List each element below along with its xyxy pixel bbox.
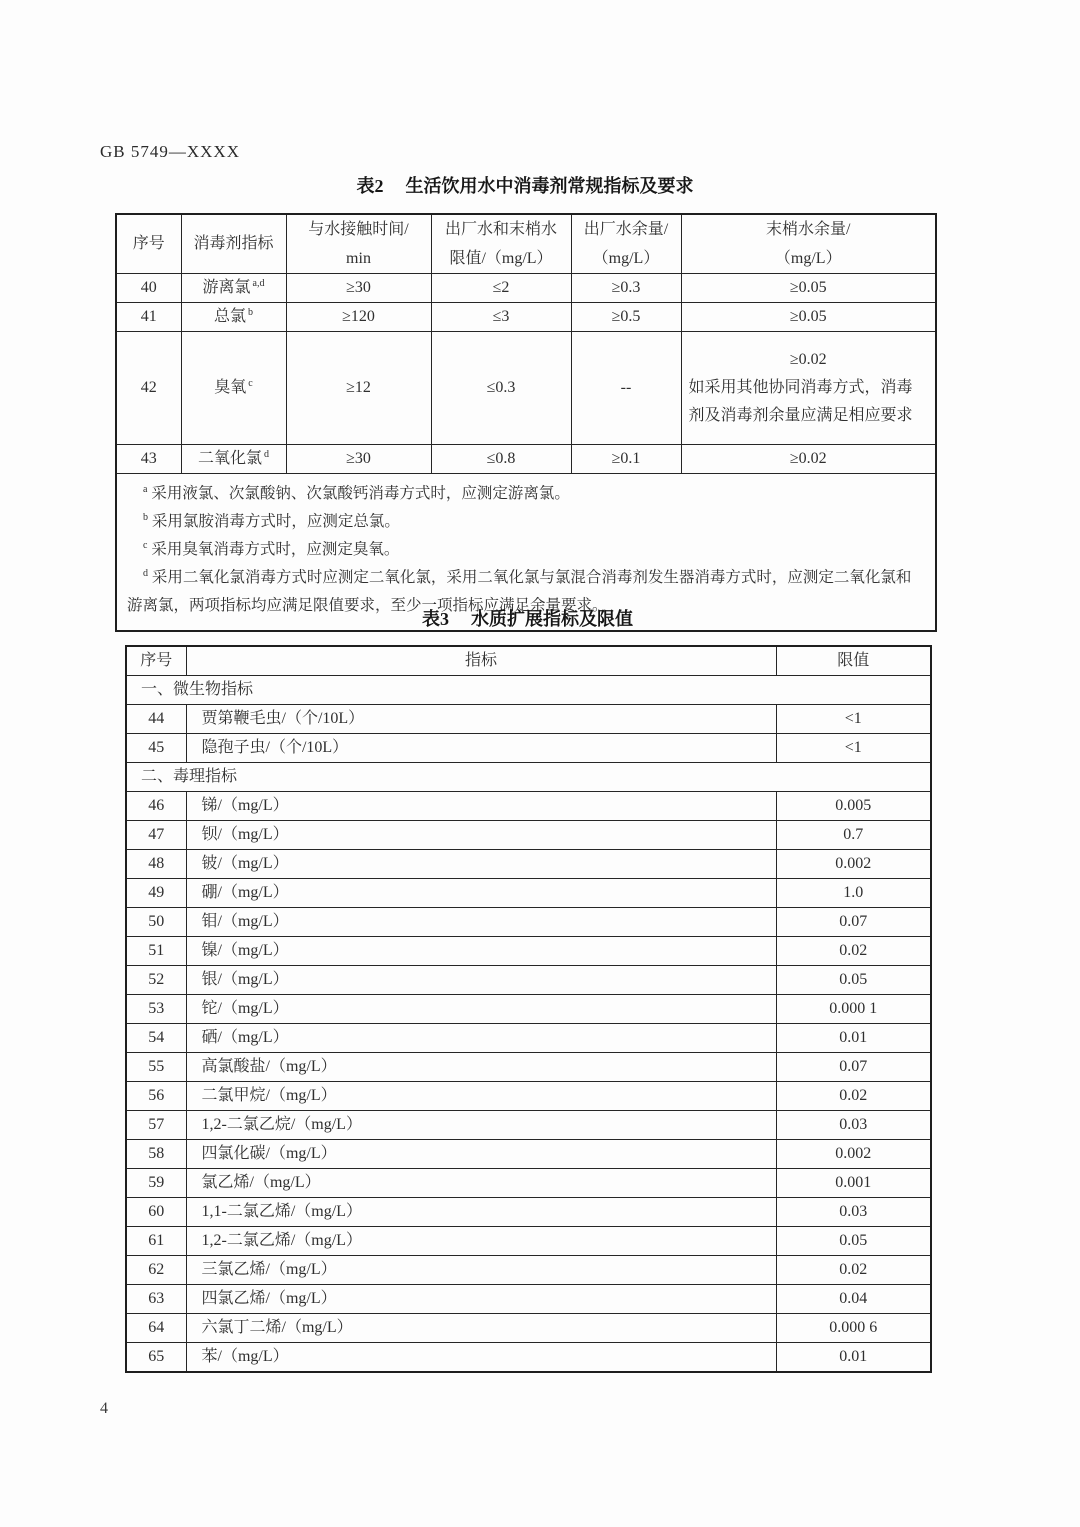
cell-limit: 0.07 [776, 1053, 931, 1082]
cell-limit: 0.000 6 [776, 1314, 931, 1343]
cell-limit: 1.0 [776, 879, 931, 908]
cell-serial: 60 [126, 1198, 186, 1227]
table3-title-text: 水质扩展指标及限值 [471, 609, 633, 629]
table-row [126, 734, 931, 763]
cell-serial: 50 [126, 908, 186, 937]
table3-label: 表3 [422, 609, 449, 629]
page-number: 4 [100, 1400, 108, 1417]
cell-indicator: 铊/（mg/L） [186, 995, 776, 1024]
header-limit: 限值 [776, 646, 931, 676]
cell-serial: 55 [126, 1053, 186, 1082]
cell-serial: 44 [126, 705, 186, 734]
table3-extended-indicators [125, 645, 932, 1373]
cell-serial: 52 [126, 966, 186, 995]
table-row [116, 303, 936, 332]
cell-indicator: 高氯酸盐/（mg/L） [186, 1053, 776, 1082]
cell-limit: <1 [776, 705, 931, 734]
cell-indicator: 钡/（mg/L） [186, 821, 776, 850]
table-row [126, 966, 931, 995]
table-row [126, 1169, 931, 1198]
table-row [126, 705, 931, 734]
cell-indicator: 贾第鞭毛虫/（个/10L） [186, 705, 776, 734]
table-row [126, 1256, 931, 1285]
cell-serial: 63 [126, 1285, 186, 1314]
cell-serial: 51 [126, 937, 186, 966]
table-row [126, 1111, 931, 1140]
cell-serial: 43 [116, 445, 181, 474]
cell-indicator: 硼/（mg/L） [186, 879, 776, 908]
cell-contact-time: ≥30 [286, 445, 431, 474]
cell-serial: 56 [126, 1082, 186, 1111]
cell-serial: 59 [126, 1169, 186, 1198]
cell-limit: 0.002 [776, 1140, 931, 1169]
cell-contact-time: ≥120 [286, 303, 431, 332]
table-row [126, 1285, 931, 1314]
cell-disinfectant: 总氯 $^b$ [181, 303, 286, 332]
cell-limit: 0.02 [776, 937, 931, 966]
table-row [126, 879, 931, 908]
footnote-marker: b [248, 306, 253, 318]
cell-limit: 0.7 [776, 821, 931, 850]
cell-serial: 40 [116, 274, 181, 303]
table-row [126, 995, 931, 1024]
cell-limit: 0.005 [776, 792, 931, 821]
residual-note: 如采用其他协同消毒方式，消毒剂及消毒剂余量应满足相应要求 [688, 379, 913, 424]
cell-serial: 48 [126, 850, 186, 879]
cell-tap-residual: ≥0.05 [681, 303, 936, 332]
cell-serial: 62 [126, 1256, 186, 1285]
section-header-toxicological: 二、毒理指标 [126, 763, 931, 792]
section-header-row [126, 676, 931, 705]
cell-indicator: 二氯甲烷/（mg/L） [186, 1082, 776, 1111]
cell-indicator: 隐孢子虫/（个/10L） [186, 734, 776, 763]
cell-indicator: 硒/（mg/L） [186, 1024, 776, 1053]
table-row [116, 274, 936, 303]
header-disinfectant: 消毒剂指标 [181, 214, 286, 274]
footnote-d: $^d$ 采用二氧化氯消毒方式时应测定二氧化氯，采用二氧化氯与氯混合消毒剂发生器消毒方式时，应测定二氧化氯和游离氯，两项指标均应满足限值要求，至少一项指标应满足余量要求。 [127, 567, 912, 614]
cell-serial: 49 [126, 879, 186, 908]
cell-factory-residual: ≥0.3 [571, 274, 681, 303]
footnote-marker: d [264, 448, 269, 460]
footnote-b: $^b$ 采用氯胺消毒方式时，应测定总氯。 [143, 511, 400, 530]
cell-indicator: 银/（mg/L） [186, 966, 776, 995]
cell-disinfectant: 臭氧 $^c$ [181, 332, 286, 445]
cell-serial: 61 [126, 1227, 186, 1256]
cell-indicator: 苯/（mg/L） [186, 1343, 776, 1373]
table-row [126, 1343, 931, 1373]
cell-limit: 0.03 [776, 1111, 931, 1140]
cell-serial: 65 [126, 1343, 186, 1373]
table-row [126, 1140, 931, 1169]
cell-serial: 58 [126, 1140, 186, 1169]
cell-limit: 0.000 1 [776, 995, 931, 1024]
header-serial: 序号 [126, 646, 186, 676]
cell-tap-residual: ≥0.05 [681, 274, 936, 303]
footnote-a: $^a$ 采用液氯、次氯酸钠、次氯酸钙消毒方式时，应测定游离氯。 [143, 483, 570, 502]
cell-disinfectant: 二氧化氯 $^d$ [181, 445, 286, 474]
table-row [126, 821, 931, 850]
cell-serial: 57 [126, 1111, 186, 1140]
cell-limit: 0.03 [776, 1198, 931, 1227]
cell-contact-time: ≥12 [286, 332, 431, 445]
cell-limit: 0.001 [776, 1169, 931, 1198]
table3-header-row [126, 646, 931, 676]
cell-serial: 41 [116, 303, 181, 332]
table-row [126, 937, 931, 966]
cell-tap-residual: ≥0.02 如采用其他协同消毒方式，消毒剂及消毒剂余量应满足相应要求 [681, 332, 936, 445]
cell-tap-residual: ≥0.02 [681, 445, 936, 474]
cell-limit: 0.01 [776, 1024, 931, 1053]
cell-indicator: 1,2-二氯乙烷/（mg/L） [186, 1111, 776, 1140]
table3-title [125, 605, 930, 631]
cell-factory-residual: -- [571, 332, 681, 445]
cell-limit: 0.05 [776, 1227, 931, 1256]
cell-limit: 0.02 [776, 1256, 931, 1285]
cell-serial: 53 [126, 995, 186, 1024]
table2-title-text: 生活饮用水中消毒剂常规指标及要求 [405, 176, 694, 196]
cell-limit: <1 [776, 734, 931, 763]
footnote-c: $^c$ 采用臭氧消毒方式时，应测定臭氧。 [143, 539, 400, 558]
cell-contact-time: ≥30 [286, 274, 431, 303]
header-serial: 序号 [116, 214, 181, 274]
footnote-marker: a,d [252, 277, 265, 289]
header-indicator: 指标 [186, 646, 776, 676]
cell-indicator: 钼/（mg/L） [186, 908, 776, 937]
cell-limit: 0.04 [776, 1285, 931, 1314]
header-tap-residual: 末梢水余量/ （mg/L） [681, 214, 936, 274]
table-row [126, 1053, 931, 1082]
cell-factory-residual: ≥0.5 [571, 303, 681, 332]
header-factory-tap-limit: 出厂水和末梢水 限值/（mg/L） [431, 214, 571, 274]
table-row [126, 850, 931, 879]
cell-indicator: 铍/（mg/L） [186, 850, 776, 879]
cell-factory-residual: ≥0.1 [571, 445, 681, 474]
cell-limit: 0.02 [776, 1082, 931, 1111]
cell-indicator: 四氯乙烯/（mg/L） [186, 1285, 776, 1314]
table-row [126, 1227, 931, 1256]
doc-code: GB 5749—XXXX [100, 142, 240, 161]
table-row [126, 1314, 931, 1343]
cell-limit: 0.05 [776, 966, 931, 995]
cell-indicator: 锑/（mg/L） [186, 792, 776, 821]
table-row [116, 445, 936, 474]
cell-limit: ≤3 [431, 303, 571, 332]
cell-indicator: 1,2-二氯乙烯/（mg/L） [186, 1227, 776, 1256]
cell-indicator: 氯乙烯/（mg/L） [186, 1169, 776, 1198]
section-header-microbial: 一、微生物指标 [126, 676, 931, 705]
table-row [116, 332, 936, 445]
cell-limit: ≤0.8 [431, 445, 571, 474]
cell-indicator: 1,1-二氯乙烯/（mg/L） [186, 1198, 776, 1227]
table2-label: 表2 [356, 176, 384, 196]
cell-serial: 45 [126, 734, 186, 763]
cell-limit: ≤0.3 [431, 332, 571, 445]
table2-disinfectant-indicators [115, 213, 937, 632]
cell-indicator: 六氯丁二烯/（mg/L） [186, 1314, 776, 1343]
cell-disinfectant: 游离氯 $^{a,d}$ [181, 274, 286, 303]
section-header-row [126, 763, 931, 792]
cell-serial: 54 [126, 1024, 186, 1053]
header-contact-time: 与水接触时间/ min [286, 214, 431, 274]
table2-header-row [116, 214, 936, 274]
cell-serial: 64 [126, 1314, 186, 1343]
header-factory-residual: 出厂水余量/ （mg/L） [571, 214, 681, 274]
cell-indicator: 三氯乙烯/（mg/L） [186, 1256, 776, 1285]
cell-indicator: 镍/（mg/L） [186, 937, 776, 966]
table2-title [115, 172, 935, 198]
table-row [126, 1024, 931, 1053]
cell-limit: 0.07 [776, 908, 931, 937]
footnote-marker: c [248, 377, 253, 389]
table-row [126, 908, 931, 937]
cell-serial: 47 [126, 821, 186, 850]
cell-indicator: 四氯化碳/（mg/L） [186, 1140, 776, 1169]
table-row [126, 1082, 931, 1111]
table-row [126, 792, 931, 821]
table-row [126, 1198, 931, 1227]
cell-limit: ≤2 [431, 274, 571, 303]
cell-limit: 0.002 [776, 850, 931, 879]
cell-limit: 0.01 [776, 1343, 931, 1373]
cell-serial: 42 [116, 332, 181, 445]
cell-serial: 46 [126, 792, 186, 821]
